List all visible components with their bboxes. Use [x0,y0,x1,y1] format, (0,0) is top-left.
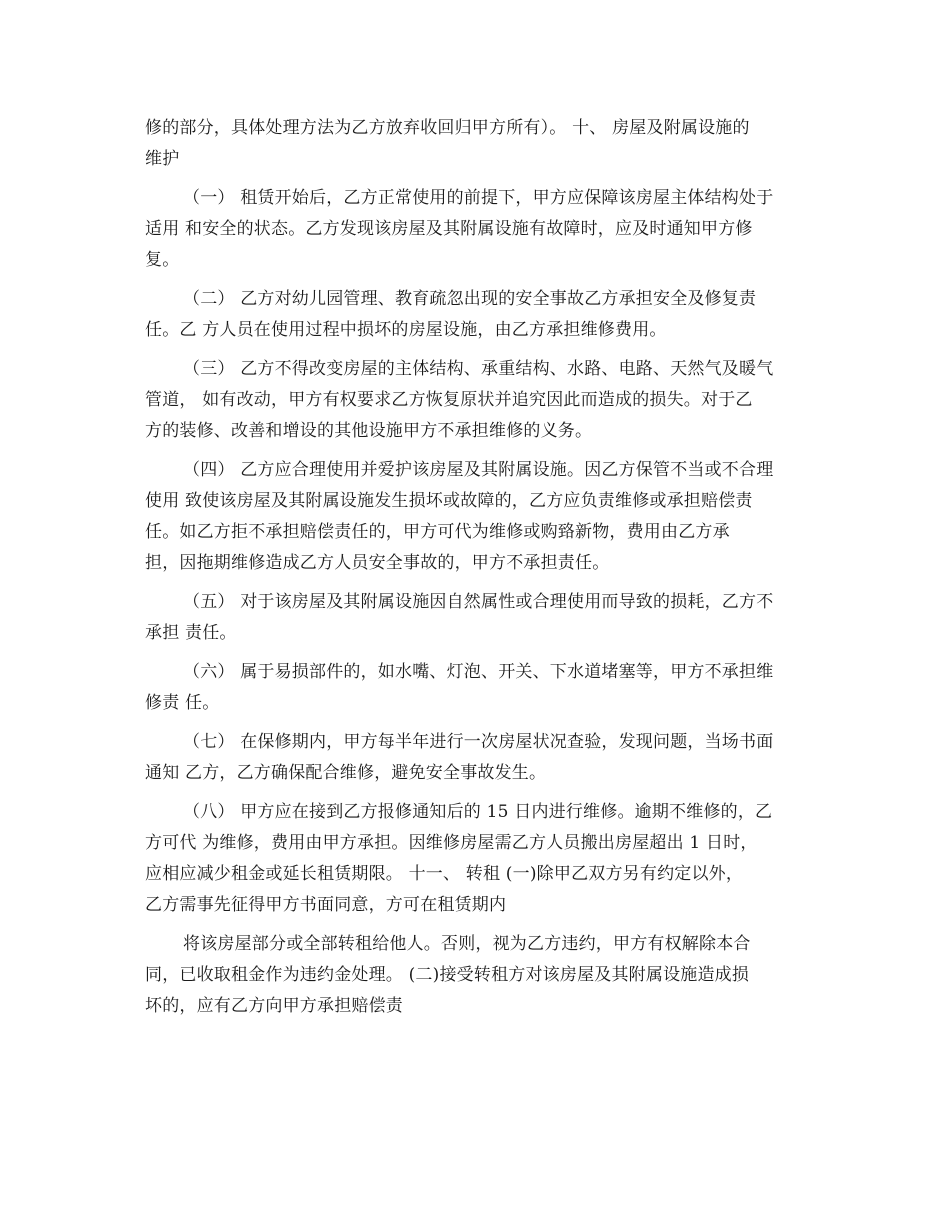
text-line: 通知 乙方，乙方确保配合维修，避免安全事故发生。 [145,763,547,783]
text-line: 乙方需事先征得甲方书面同意，方可在租赁期内 [145,895,507,915]
text-line: 承担 责任。 [145,623,237,643]
paragraph [145,354,810,447]
text-line: 坏的，应有乙方向甲方承担赔偿责 [145,996,403,1016]
text-line: 应相应减少租金或延长租赁期限。 十一、 转租 (一)除甲乙双方另有约定以外， [145,864,744,884]
document-body [145,113,810,1030]
text-line: （三） 乙方不得改变房屋的主体结构、承重结构、水路、电路、天然气及暖气 [183,359,774,379]
paragraph [145,657,810,719]
text-line: 维护 [145,149,180,169]
paragraph [145,587,810,649]
text-line: 适用 和安全的状态。乙方发现该房屋及其附属设施有故障时，应及时通知甲方修 [145,219,753,239]
text-line: （六） 属于易损部件的，如水嘴、灯泡、开关、下水道堵塞等，甲方不承担维 [183,662,774,682]
paragraph [145,797,810,921]
paragraph [145,284,810,346]
paragraph [145,727,810,789]
text-line: （七） 在保修期内，甲方每半年进行一次房屋状况查验，发现问题，当场书面 [183,732,774,752]
paragraph [145,183,810,276]
paragraph [145,113,810,175]
text-line: 修的部分，具体处理方法为乙方放弃收回归甲方所有）。 十、 房屋及附属设施的 [145,118,750,138]
text-line: （一） 租赁开始后，乙方正常使用的前提下，甲方应保障该房屋主体结构处于 [183,188,774,208]
text-line: 任。乙 方人员在使用过程中损坏的房屋设施，由乙方承担维修费用。 [145,320,667,340]
text-line: 复。 [145,250,180,270]
text-line: 将该房屋部分或全部转租给他人。否则，视为乙方违约，甲方有权解除本合 [183,934,751,954]
text-line: （八） 甲方应在接到乙方报修通知后的 15 日内进行维修。逾期不维修的，乙 [183,802,773,822]
text-line: 担，因拖期维修造成乙方人员安全事故的，甲方不承担责任。 [145,553,610,573]
text-line: 方的装修、改善和增设的其他设施甲方不承担维修的义务。 [145,421,593,441]
text-line: 管道， 如有改动，甲方有权要求乙方恢复原状并追究因此而造成的损失。对于乙 [145,390,753,410]
text-line: （四） 乙方应合理使用并爱护该房屋及其附属设施。因乙方保管不当或不合理 [183,460,774,480]
text-line: 同，已收取租金作为违约金处理。 (二)接受转租方对该房屋及其附属设施造成损 [145,965,750,985]
paragraph [145,929,810,1022]
text-line: （五） 对于该房屋及其附属设施因自然属性或合理使用而导致的损耗，乙方不 [183,592,774,612]
text-line: 修责 任。 [145,693,220,713]
text-line: 任。如乙方拒不承担赔偿责任的，甲方可代为维修或购臵新物，费用由乙方承 [145,522,730,542]
text-line: 方可代 为维修，费用由甲方承担。因维修房屋需乙方人员搬出房屋超出 1 日时， [145,833,758,853]
text-line: （二） 乙方对幼儿园管理、教育疏忽出现的安全事故乙方承担安全及修复责 [183,289,757,309]
paragraph [145,455,810,579]
text-line: 使用 致使该房屋及其附属设施发生损坏或故障的，乙方应负责维修或承担赔偿责 [145,491,753,511]
